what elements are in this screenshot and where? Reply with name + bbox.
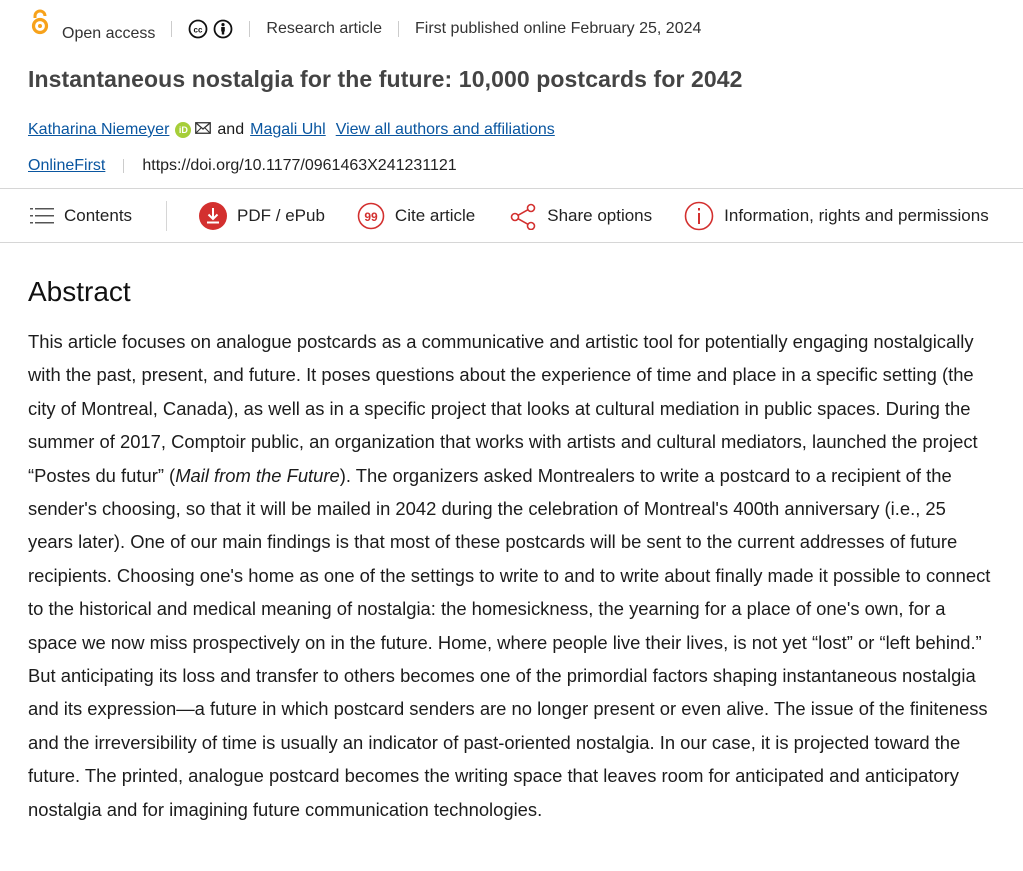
information-rights-button[interactable] bbox=[684, 189, 989, 242]
contents-button[interactable] bbox=[30, 189, 132, 242]
open-access-label: Open access bbox=[62, 25, 156, 42]
divider bbox=[123, 159, 124, 173]
authors-line bbox=[28, 121, 1023, 139]
divider bbox=[398, 21, 399, 37]
abstract-text bbox=[28, 325, 993, 826]
article-type: Research article bbox=[266, 20, 382, 37]
article-toolbar bbox=[0, 188, 1023, 243]
article-title: Instantaneous nostalgia for the future: 10,000 postcards for 2042 bbox=[28, 66, 743, 92]
svg-text:cc: cc bbox=[193, 25, 203, 35]
view-all-authors-link[interactable]: View all authors and affiliations bbox=[335, 121, 555, 138]
share-options-button[interactable] bbox=[509, 189, 652, 242]
license-icons[interactable] bbox=[188, 19, 233, 39]
toolbar-divider bbox=[166, 201, 167, 231]
abstract-heading: Abstract bbox=[28, 276, 131, 307]
doi-text[interactable]: https://doi.org/10.1177/0961463X241231121 bbox=[142, 157, 457, 174]
orcid-icon[interactable]: iD bbox=[175, 122, 191, 138]
publication-date: First published online February 25, 2024 bbox=[415, 20, 702, 37]
author-link-niemeyer[interactable]: Katharina Niemeyer bbox=[28, 121, 170, 138]
pdf-epub-label: PDF / ePub bbox=[237, 205, 325, 225]
divider bbox=[171, 21, 172, 37]
quote-icon bbox=[357, 202, 385, 230]
attribution-icon bbox=[213, 19, 233, 39]
list-icon bbox=[30, 207, 54, 225]
cite-article-button[interactable] bbox=[357, 189, 475, 242]
information-rights-label: Information, rights and permissions bbox=[724, 205, 989, 225]
cite-article-label: Cite article bbox=[394, 205, 476, 225]
divider bbox=[249, 21, 250, 37]
online-first-link[interactable]: OnlineFirst bbox=[28, 157, 106, 174]
article-meta-row bbox=[30, 14, 1023, 44]
abstract-text-part1: This article focuses on analogue postcards as a communicative and artistic tool for potentially engaging nostalgically with the past, present, and future. It poses questions about the experience of time and place in a specific setting (the city of Montreal, Canada), as well as in a specific project that looks at cultural mediation in public spaces. During the summer of 2017, Comptoir public, an organization that works with artists and cultural mediators, launched the project “Postes du futur” ( bbox=[28, 331, 978, 486]
info-icon bbox=[684, 201, 714, 231]
open-access-icon bbox=[30, 9, 50, 37]
email-icon[interactable] bbox=[195, 121, 211, 139]
download-icon bbox=[199, 202, 227, 230]
abstract-text-italic: Mail from the Future bbox=[175, 464, 340, 486]
svg-text:99: 99 bbox=[364, 209, 378, 224]
and-text: and bbox=[217, 121, 245, 138]
share-options-label: Share options bbox=[547, 205, 653, 225]
doi-line bbox=[28, 157, 1023, 175]
creative-commons-icon bbox=[188, 19, 208, 39]
pdf-epub-button[interactable] bbox=[199, 189, 325, 242]
share-icon bbox=[509, 202, 537, 230]
abstract-text-part2: ). The organizers asked Montrealers to write a postcard to a recipient of the sender's choosing, so that it will be mailed in 2042 during the celebration of Montreal's 400th anniversary (i.e., 25 years later). One of our main findings is that most of these postcards will be sent to the current addresses of future recipients. Choosing one's home as one of the settings to write to and to write about finally made it possible to connect to the historical and medical meaning of nostalgia: the homesickness, the yearning for a place of one's own, for a space we now miss prospectively on in the future. Home, where people live their lives, is not yet “lost” or “left behind.” But anticipating its loss and transfer to others becomes one of the primordial factors shaping instantaneous nostalgia and its expression—a future in which postcard senders are no longer present or even alive. The issue of the finiteness and the irreversibility of time is usually an indicator of past-oriented nostalgia. In our case, it is projected toward the future. The printed, analogue postcard becomes the writing space that leaves room for anticipated and anticipatory nostalgia and for imagining future communication technologies. bbox=[28, 464, 991, 820]
contents-label: Contents bbox=[64, 205, 133, 225]
author-link-uhl[interactable]: Magali Uhl bbox=[250, 121, 326, 138]
